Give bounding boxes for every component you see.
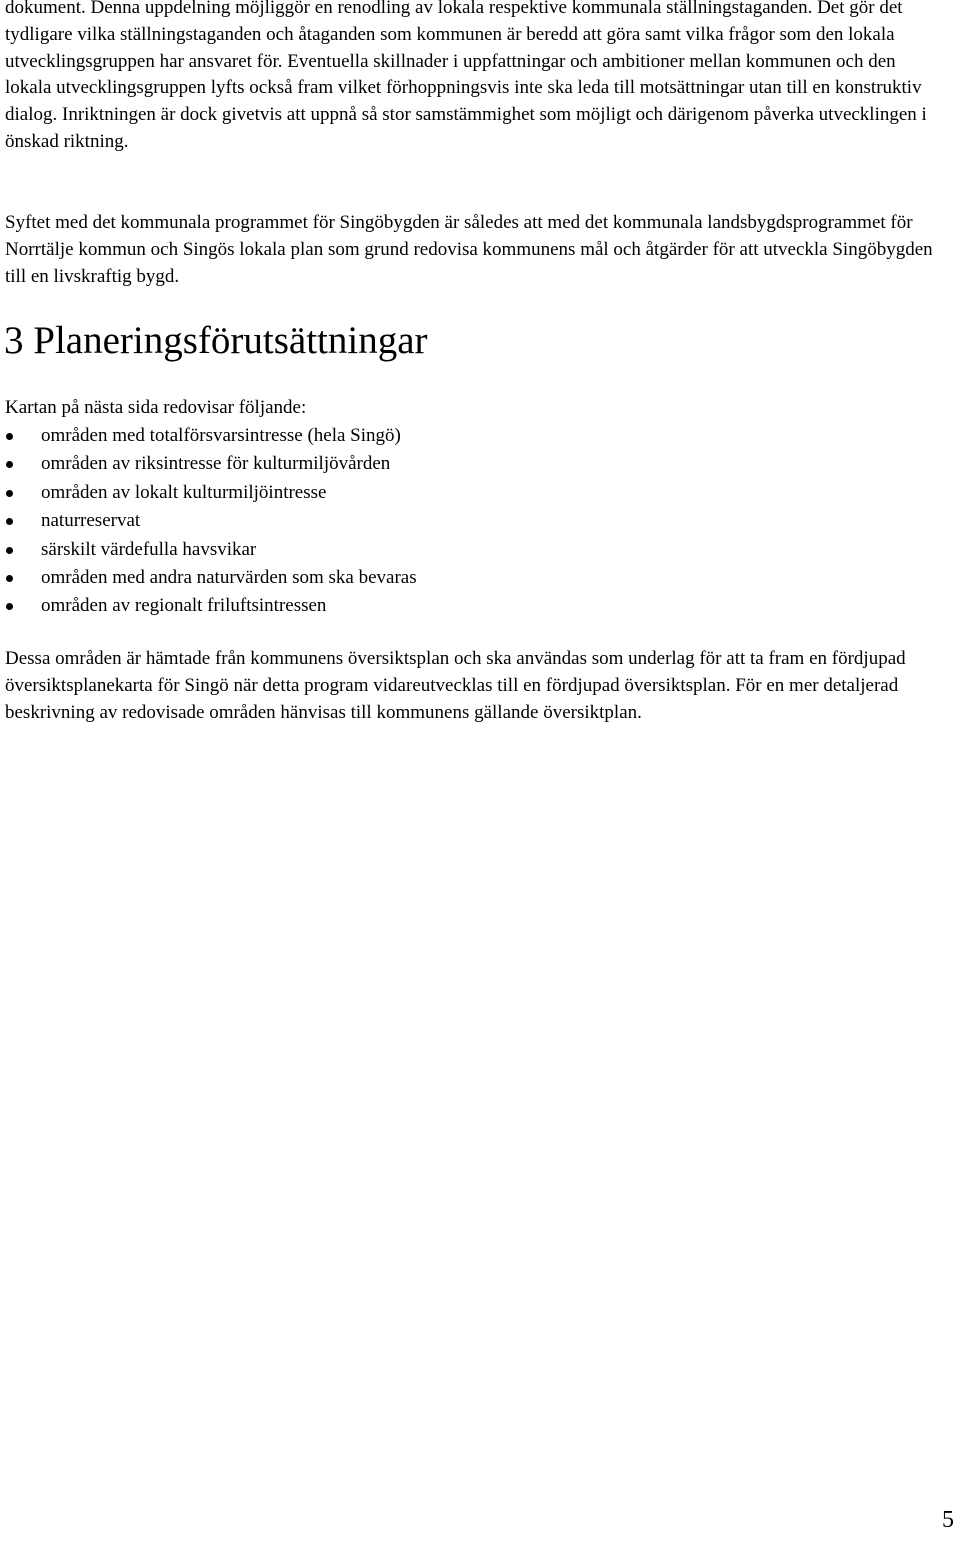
map-intro-text: Kartan på nästa sida redovisar följande: [5, 397, 307, 418]
list-item-text: områden av regionalt friluftsintressen [41, 595, 327, 617]
list-item [0, 564, 417, 592]
list-item-text: områden med totalförsvarsintresse (hela Singö) [41, 425, 401, 446]
list-item [0, 592, 417, 620]
page-number: 5 [942, 1507, 954, 1533]
section-heading: 3 Planeringsförutsättningar [4, 319, 428, 362]
list-item [0, 507, 417, 535]
bullet-icon [6, 547, 13, 554]
list-item-text: särskilt värdefulla havsvikar [41, 538, 257, 560]
bullet-icon [6, 490, 13, 497]
bullet-icon [6, 518, 13, 525]
map-contents-list [0, 422, 417, 621]
list-item-text: områden med andra naturvärden som ska bevaras [41, 566, 417, 588]
list-item [0, 450, 417, 478]
list-item-text: områden av lokalt kulturmiljöintresse [41, 481, 327, 503]
bullet-icon [6, 603, 13, 610]
bullet-icon [6, 433, 13, 440]
list-item [0, 536, 417, 564]
list-item-text: naturreservat [41, 510, 141, 532]
paragraph-purpose: Syftet med det kommunala programmet för Singöbygden är således att med det kommunala landsbygdsprogrammet för Norrtälje kommun och Singös lokala plan som grund redovisa kommunens mål och åtgärder för att utveckla Singöbygden till en livskraftig bygd. [5, 212, 933, 287]
list-item-text: områden av riksintresse för kulturmiljövården [41, 453, 391, 475]
list-item [0, 479, 417, 507]
bullet-icon [6, 461, 13, 468]
bullet-icon [6, 575, 13, 582]
paragraph-intro-continuation: dokument. Denna uppdelning möjliggör en renodling av lokala respektive kommunala ställningstaganden. Det gör det tydligare vilka ställningstaganden och åtaganden som kommunen är beredd att göra samt vilka frågor som den lokala utvecklingsgruppen har ansvaret för. Eventuella skillnader i uppfattningar och ambitioner mellan kommunen och den lokala utvecklingsgruppen lyfts också fram vilket förhoppningsvis inte ska leda till motsättningar utan till en konstruktiv dialog. Inriktningen är dock givetvis att uppnå så stor samstämmighet som möjligt och därigenom påverka utvecklingen i önskad riktning. [5, 0, 927, 152]
paragraph-source-note: Dessa områden är hämtade från kommunens översiktsplan och ska användas som underlag för att ta fram en fördjupad översiktsplanekarta för Singö när detta program vidareutvecklas till en fördjupad översiktsplan. För en mer detaljerad beskrivning av redovisade områden hänvisas till kommunens gällande översiktplan. [5, 648, 906, 723]
list-item [0, 422, 417, 450]
